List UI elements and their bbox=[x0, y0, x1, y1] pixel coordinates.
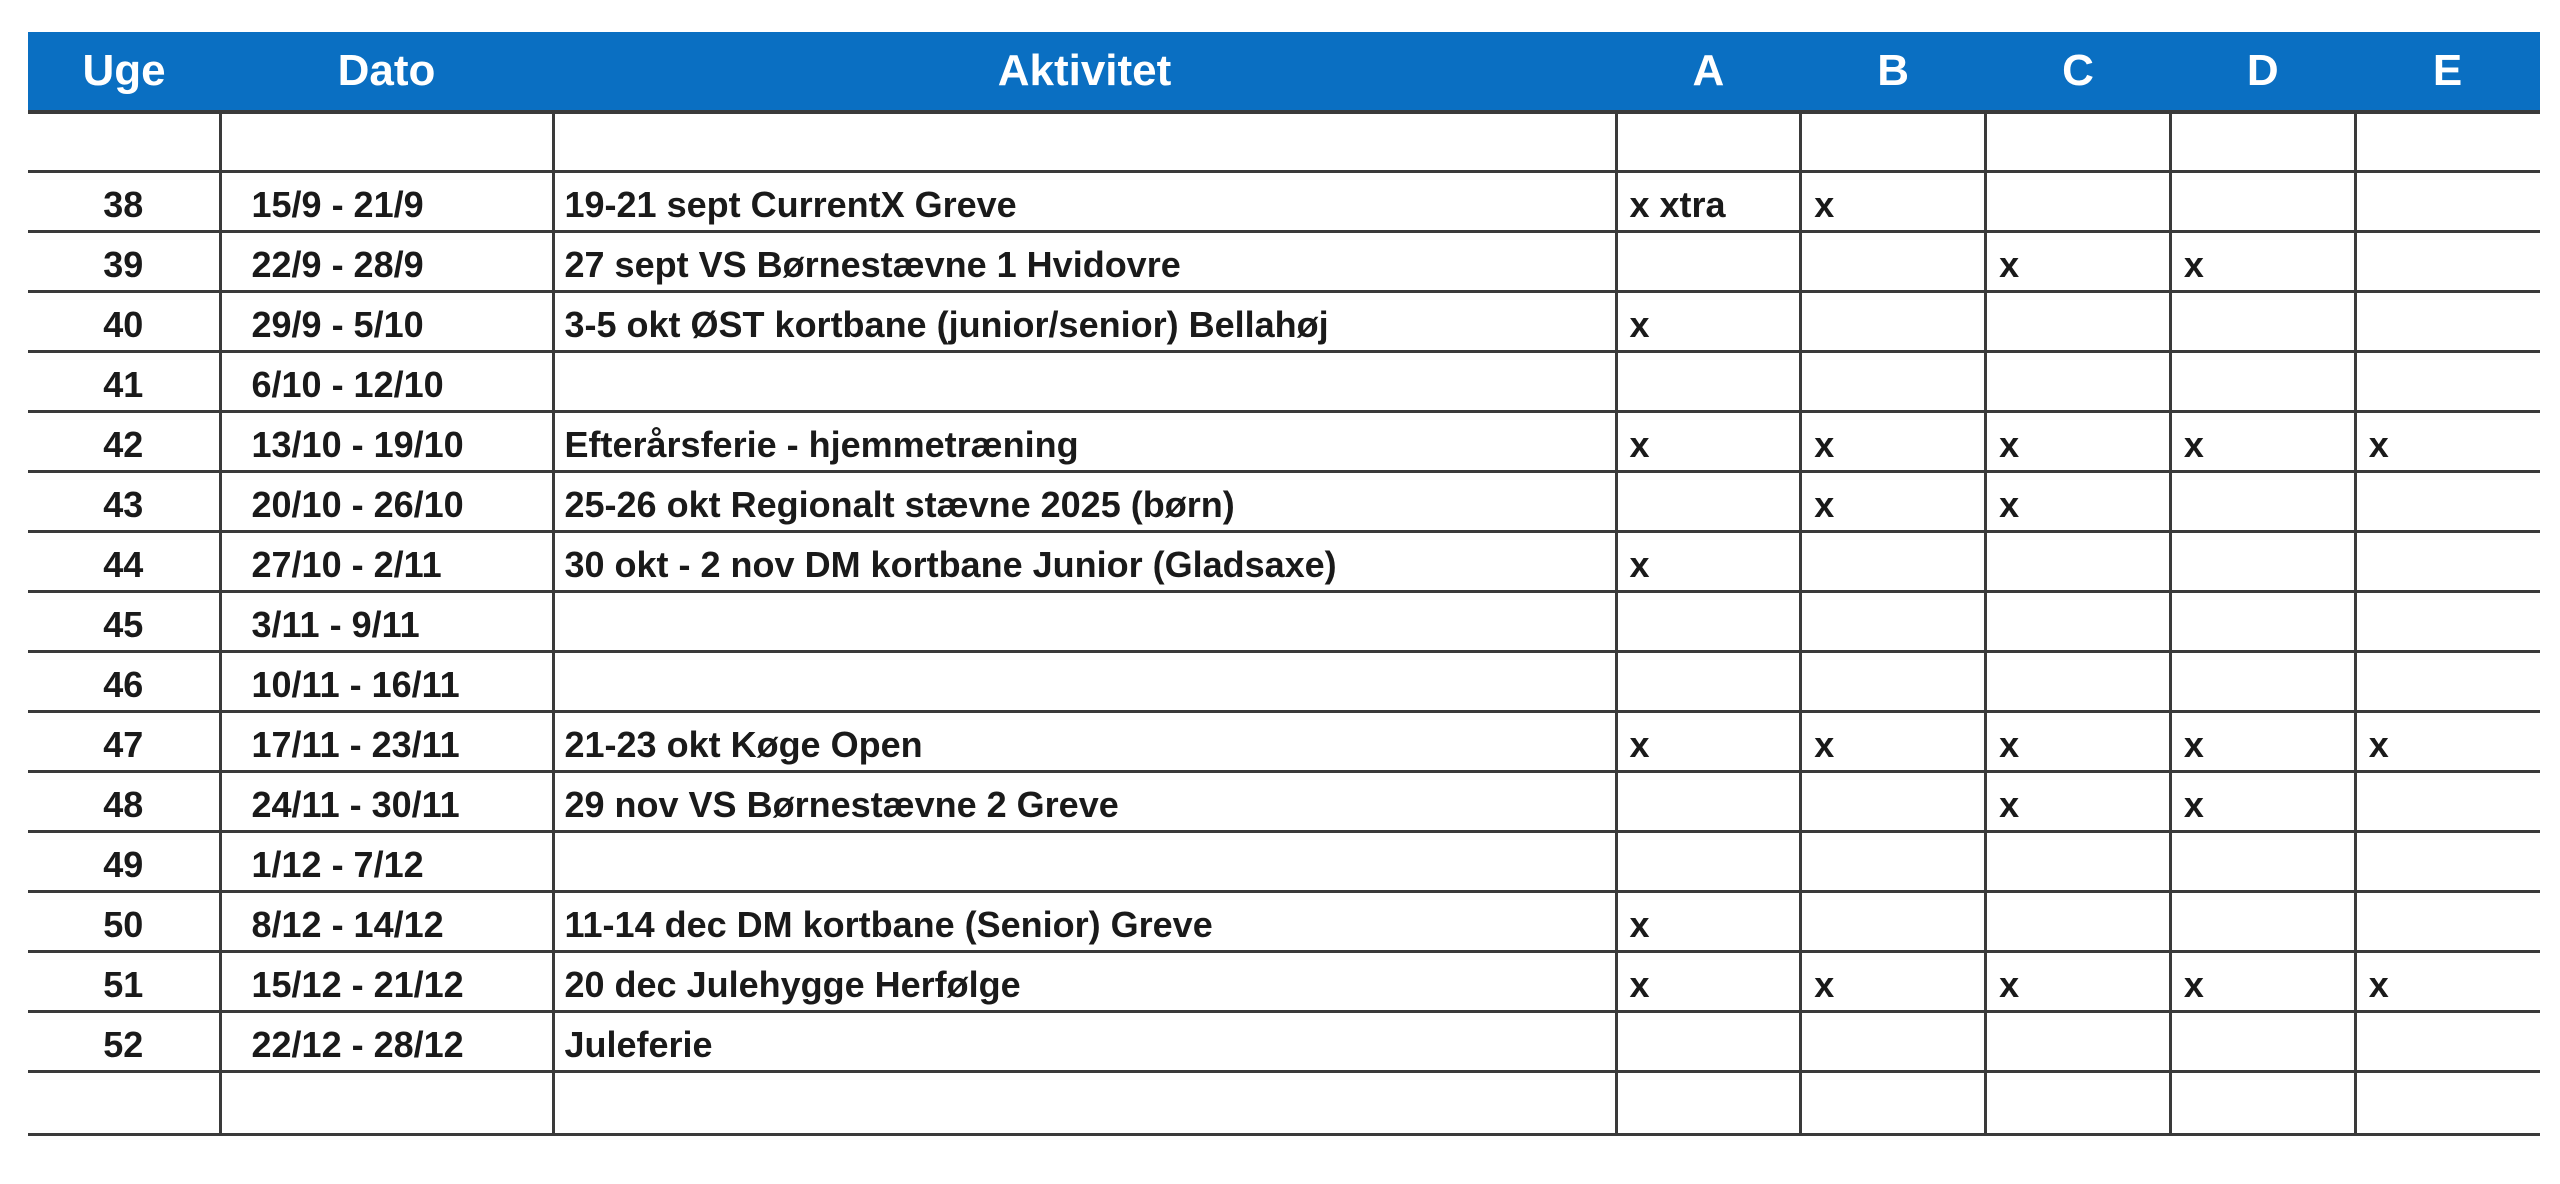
cell-uge: 49 bbox=[28, 832, 220, 892]
cell-d bbox=[2170, 112, 2355, 172]
cell-b: x bbox=[1801, 412, 1986, 472]
cell-b bbox=[1801, 1012, 1986, 1072]
cell-dato: 17/11 - 23/11 bbox=[220, 712, 553, 772]
cell-e bbox=[2355, 832, 2540, 892]
cell-d bbox=[2170, 832, 2355, 892]
cell-dato: 24/11 - 30/11 bbox=[220, 772, 553, 832]
header-row bbox=[28, 32, 2540, 112]
table-row bbox=[28, 772, 2540, 832]
table-row bbox=[28, 712, 2540, 772]
table-row bbox=[28, 292, 2540, 352]
cell-aktivitet: Efterårsferie - hjemmetræning bbox=[553, 412, 1616, 472]
cell-b: x bbox=[1801, 712, 1986, 772]
cell-a: x bbox=[1616, 892, 1801, 952]
cell-aktivitet: 20 dec Julehygge Herfølge bbox=[553, 952, 1616, 1012]
header-dato: Dato bbox=[220, 32, 553, 112]
cell-aktivitet bbox=[553, 652, 1616, 712]
cell-aktivitet: 21-23 okt Køge Open bbox=[553, 712, 1616, 772]
cell-a bbox=[1616, 112, 1801, 172]
cell-aktivitet: 3-5 okt ØST kortbane (junior/senior) Bellahøj bbox=[553, 292, 1616, 352]
cell-dato: 10/11 - 16/11 bbox=[220, 652, 553, 712]
table-row bbox=[28, 1012, 2540, 1072]
cell-dato: 15/9 - 21/9 bbox=[220, 172, 553, 232]
table-row bbox=[28, 532, 2540, 592]
cell-uge: 44 bbox=[28, 532, 220, 592]
cell-b bbox=[1801, 1072, 1986, 1135]
cell-e: x bbox=[2355, 952, 2540, 1012]
cell-a: x bbox=[1616, 412, 1801, 472]
cell-e bbox=[2355, 352, 2540, 412]
cell-aktivitet bbox=[553, 592, 1616, 652]
cell-b bbox=[1801, 532, 1986, 592]
schedule-table bbox=[28, 32, 2540, 1136]
cell-b bbox=[1801, 232, 1986, 292]
cell-b bbox=[1801, 112, 1986, 172]
cell-c bbox=[1986, 352, 2171, 412]
cell-a bbox=[1616, 832, 1801, 892]
cell-dato: 3/11 - 9/11 bbox=[220, 592, 553, 652]
cell-e bbox=[2355, 1012, 2540, 1072]
cell-a bbox=[1616, 1072, 1801, 1135]
cell-aktivitet bbox=[553, 112, 1616, 172]
cell-aktivitet: Juleferie bbox=[553, 1012, 1616, 1072]
cell-e bbox=[2355, 472, 2540, 532]
table-row bbox=[28, 592, 2540, 652]
cell-aktivitet: 30 okt - 2 nov DM kortbane Junior (Gladsaxe) bbox=[553, 532, 1616, 592]
cell-aktivitet bbox=[553, 832, 1616, 892]
cell-d bbox=[2170, 472, 2355, 532]
table-row bbox=[28, 1072, 2540, 1135]
cell-a: x bbox=[1616, 712, 1801, 772]
table-row bbox=[28, 232, 2540, 292]
table-row bbox=[28, 352, 2540, 412]
cell-e bbox=[2355, 232, 2540, 292]
cell-a: x xtra bbox=[1616, 172, 1801, 232]
cell-c bbox=[1986, 832, 2171, 892]
cell-dato: 8/12 - 14/12 bbox=[220, 892, 553, 952]
cell-d bbox=[2170, 592, 2355, 652]
cell-e bbox=[2355, 292, 2540, 352]
cell-a: x bbox=[1616, 952, 1801, 1012]
cell-a bbox=[1616, 352, 1801, 412]
cell-a bbox=[1616, 232, 1801, 292]
cell-e: x bbox=[2355, 712, 2540, 772]
cell-b bbox=[1801, 772, 1986, 832]
header-b: B bbox=[1801, 32, 1986, 112]
cell-aktivitet bbox=[553, 1072, 1616, 1135]
cell-e bbox=[2355, 532, 2540, 592]
cell-uge: 52 bbox=[28, 1012, 220, 1072]
cell-c bbox=[1986, 112, 2171, 172]
cell-c: x bbox=[1986, 232, 2171, 292]
cell-uge: 39 bbox=[28, 232, 220, 292]
cell-b: x bbox=[1801, 472, 1986, 532]
cell-dato: 27/10 - 2/11 bbox=[220, 532, 553, 592]
cell-c: x bbox=[1986, 412, 2171, 472]
cell-b: x bbox=[1801, 952, 1986, 1012]
cell-e bbox=[2355, 652, 2540, 712]
cell-uge: 41 bbox=[28, 352, 220, 412]
cell-a: x bbox=[1616, 532, 1801, 592]
cell-aktivitet: 19-21 sept CurrentX Greve bbox=[553, 172, 1616, 232]
cell-uge: 38 bbox=[28, 172, 220, 232]
cell-dato: 1/12 - 7/12 bbox=[220, 832, 553, 892]
cell-e bbox=[2355, 1072, 2540, 1135]
cell-dato: 6/10 - 12/10 bbox=[220, 352, 553, 412]
table-row bbox=[28, 172, 2540, 232]
header-a: A bbox=[1616, 32, 1801, 112]
cell-e bbox=[2355, 892, 2540, 952]
cell-d: x bbox=[2170, 712, 2355, 772]
cell-b bbox=[1801, 592, 1986, 652]
cell-d bbox=[2170, 352, 2355, 412]
table-row bbox=[28, 892, 2540, 952]
cell-d bbox=[2170, 892, 2355, 952]
cell-uge: 48 bbox=[28, 772, 220, 832]
cell-a bbox=[1616, 472, 1801, 532]
cell-uge: 42 bbox=[28, 412, 220, 472]
header-uge: Uge bbox=[28, 32, 220, 112]
cell-c bbox=[1986, 652, 2171, 712]
cell-dato: 13/10 - 19/10 bbox=[220, 412, 553, 472]
cell-b bbox=[1801, 352, 1986, 412]
cell-c bbox=[1986, 172, 2171, 232]
cell-aktivitet: 29 nov VS Børnestævne 2 Greve bbox=[553, 772, 1616, 832]
cell-c: x bbox=[1986, 712, 2171, 772]
cell-e bbox=[2355, 772, 2540, 832]
cell-a bbox=[1616, 592, 1801, 652]
cell-uge: 45 bbox=[28, 592, 220, 652]
table-row bbox=[28, 472, 2540, 532]
cell-uge bbox=[28, 1072, 220, 1135]
cell-d bbox=[2170, 1072, 2355, 1135]
cell-d bbox=[2170, 1012, 2355, 1072]
header-c: C bbox=[1986, 32, 2171, 112]
cell-e: x bbox=[2355, 412, 2540, 472]
cell-d: x bbox=[2170, 772, 2355, 832]
cell-b bbox=[1801, 652, 1986, 712]
cell-uge bbox=[28, 112, 220, 172]
cell-c: x bbox=[1986, 772, 2171, 832]
cell-b bbox=[1801, 832, 1986, 892]
cell-c: x bbox=[1986, 952, 2171, 1012]
cell-c bbox=[1986, 532, 2171, 592]
cell-c bbox=[1986, 1012, 2171, 1072]
cell-dato: 22/12 - 28/12 bbox=[220, 1012, 553, 1072]
cell-c bbox=[1986, 592, 2171, 652]
cell-dato: 22/9 - 28/9 bbox=[220, 232, 553, 292]
cell-d bbox=[2170, 292, 2355, 352]
cell-d bbox=[2170, 172, 2355, 232]
cell-dato: 20/10 - 26/10 bbox=[220, 472, 553, 532]
cell-e bbox=[2355, 172, 2540, 232]
cell-d bbox=[2170, 532, 2355, 592]
cell-c bbox=[1986, 892, 2171, 952]
cell-c bbox=[1986, 292, 2171, 352]
cell-dato bbox=[220, 112, 553, 172]
cell-e bbox=[2355, 112, 2540, 172]
cell-a bbox=[1616, 772, 1801, 832]
cell-b bbox=[1801, 292, 1986, 352]
cell-dato bbox=[220, 1072, 553, 1135]
table-row bbox=[28, 112, 2540, 172]
cell-dato: 15/12 - 21/12 bbox=[220, 952, 553, 1012]
table-row bbox=[28, 952, 2540, 1012]
cell-aktivitet bbox=[553, 352, 1616, 412]
cell-d: x bbox=[2170, 232, 2355, 292]
cell-aktivitet: 27 sept VS Børnestævne 1 Hvidovre bbox=[553, 232, 1616, 292]
table-row bbox=[28, 412, 2540, 472]
cell-d bbox=[2170, 652, 2355, 712]
cell-aktivitet: 25-26 okt Regionalt stævne 2025 (børn) bbox=[553, 472, 1616, 532]
cell-dato: 29/9 - 5/10 bbox=[220, 292, 553, 352]
cell-uge: 50 bbox=[28, 892, 220, 952]
cell-uge: 46 bbox=[28, 652, 220, 712]
cell-c bbox=[1986, 1072, 2171, 1135]
header-aktivitet: Aktivitet bbox=[553, 32, 1616, 112]
cell-uge: 51 bbox=[28, 952, 220, 1012]
cell-uge: 40 bbox=[28, 292, 220, 352]
cell-a bbox=[1616, 652, 1801, 712]
cell-b: x bbox=[1801, 172, 1986, 232]
cell-b bbox=[1801, 892, 1986, 952]
table-row bbox=[28, 832, 2540, 892]
header-d: D bbox=[2170, 32, 2355, 112]
cell-a bbox=[1616, 1012, 1801, 1072]
table-row bbox=[28, 652, 2540, 712]
header-e: E bbox=[2355, 32, 2540, 112]
cell-c: x bbox=[1986, 472, 2171, 532]
cell-uge: 47 bbox=[28, 712, 220, 772]
cell-d: x bbox=[2170, 952, 2355, 1012]
cell-d: x bbox=[2170, 412, 2355, 472]
cell-e bbox=[2355, 592, 2540, 652]
cell-a: x bbox=[1616, 292, 1801, 352]
cell-aktivitet: 11-14 dec DM kortbane (Senior) Greve bbox=[553, 892, 1616, 952]
cell-uge: 43 bbox=[28, 472, 220, 532]
